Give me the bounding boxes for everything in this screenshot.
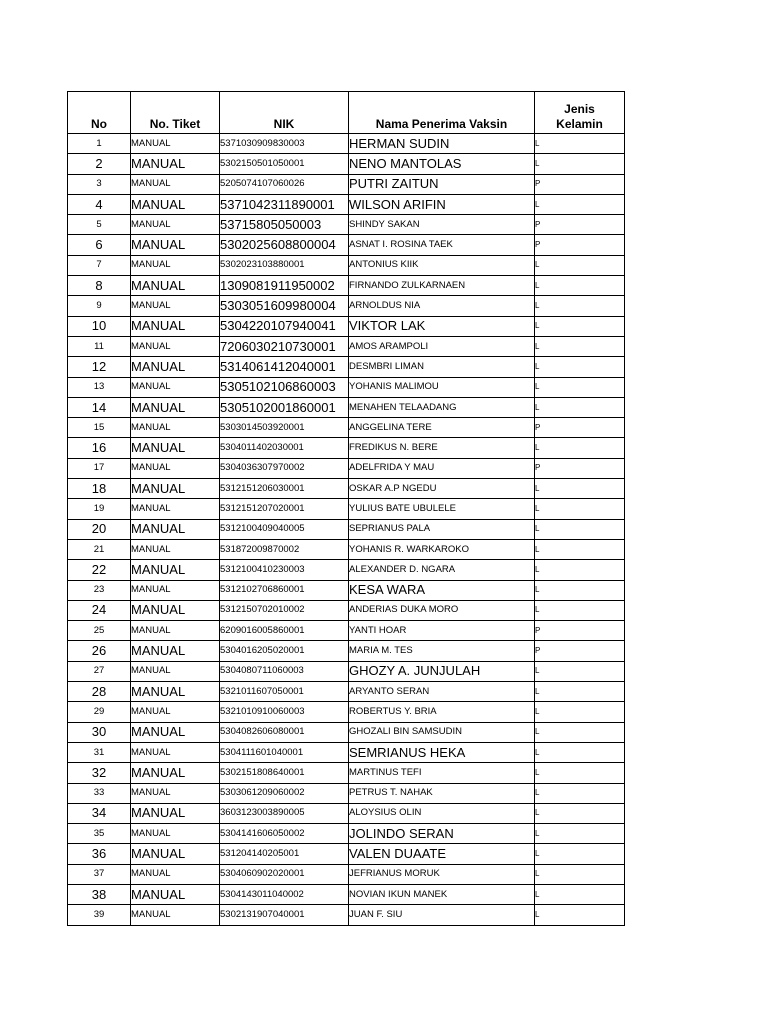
cell-tiket: MANUAL <box>131 641 220 661</box>
cell-jenis-kelamin: L <box>535 397 625 417</box>
cell-nik: 53715805050003 <box>220 215 349 235</box>
cell-jenis-kelamin: L <box>535 296 625 316</box>
cell-nik: 5305102001860001 <box>220 397 349 417</box>
cell-nik: 5302023103880001 <box>220 255 349 275</box>
cell-jenis-kelamin: L <box>535 661 625 681</box>
cell-tiket: MANUAL <box>131 134 220 154</box>
cell-no: 2 <box>68 154 131 174</box>
cell-nik: 5314061412040001 <box>220 357 349 377</box>
cell-nama: PETRUS T. NAHAK <box>349 783 535 803</box>
cell-nik: 5304143011040002 <box>220 884 349 904</box>
cell-tiket: MANUAL <box>131 722 220 742</box>
table-row <box>68 905 625 925</box>
recipient-table <box>67 91 625 926</box>
cell-no: 26 <box>68 641 131 661</box>
cell-no: 10 <box>68 316 131 336</box>
cell-nama: JUAN F. SIU <box>349 905 535 925</box>
cell-jenis-kelamin: L <box>535 763 625 783</box>
cell-jenis-kelamin: L <box>535 539 625 559</box>
cell-jenis-kelamin: L <box>535 194 625 214</box>
table-row <box>68 682 625 702</box>
cell-jenis-kelamin: P <box>535 215 625 235</box>
cell-nama: ROBERTUS Y. BRIA <box>349 702 535 722</box>
table-row <box>68 438 625 458</box>
cell-jenis-kelamin: L <box>535 276 625 296</box>
cell-no: 3 <box>68 174 131 194</box>
cell-tiket: MANUAL <box>131 621 220 641</box>
cell-jenis-kelamin: L <box>535 438 625 458</box>
cell-no: 22 <box>68 560 131 580</box>
cell-nama: AMOS ARAMPOLI <box>349 336 535 356</box>
cell-nik: 531204140205001 <box>220 844 349 864</box>
cell-jenis-kelamin: L <box>535 377 625 397</box>
header-no: No <box>68 92 131 134</box>
cell-tiket: MANUAL <box>131 336 220 356</box>
cell-nama: ADELFRIDA Y MAU <box>349 458 535 478</box>
cell-no: 1 <box>68 134 131 154</box>
table-row <box>68 519 625 539</box>
cell-nik: 5321011607050001 <box>220 682 349 702</box>
cell-no: 20 <box>68 519 131 539</box>
cell-nik: 5304080711060003 <box>220 661 349 681</box>
cell-no: 7 <box>68 255 131 275</box>
cell-nik: 5371030909830003 <box>220 134 349 154</box>
table-row <box>68 539 625 559</box>
table-row <box>68 580 625 600</box>
cell-jenis-kelamin: L <box>535 154 625 174</box>
cell-no: 28 <box>68 682 131 702</box>
table-row <box>68 377 625 397</box>
table-row <box>68 276 625 296</box>
table-row <box>68 661 625 681</box>
cell-no: 18 <box>68 479 131 499</box>
cell-nama: GHOZALI BIN SAMSUDIN <box>349 722 535 742</box>
cell-tiket: MANUAL <box>131 255 220 275</box>
header-nik: NIK <box>220 92 349 134</box>
cell-jenis-kelamin: L <box>535 682 625 702</box>
cell-tiket: MANUAL <box>131 803 220 823</box>
cell-no: 8 <box>68 276 131 296</box>
table-body <box>68 134 625 926</box>
cell-no: 4 <box>68 194 131 214</box>
cell-jenis-kelamin: L <box>535 783 625 803</box>
cell-tiket: MANUAL <box>131 884 220 904</box>
cell-jenis-kelamin: L <box>535 600 625 620</box>
cell-nik: 5303051609980004 <box>220 296 349 316</box>
cell-nik: 5302150501050001 <box>220 154 349 174</box>
cell-nama: ARNOLDUS NIA <box>349 296 535 316</box>
cell-nama: FREDIKUS N. BERE <box>349 438 535 458</box>
cell-tiket: MANUAL <box>131 682 220 702</box>
cell-jenis-kelamin: L <box>535 560 625 580</box>
cell-jenis-kelamin: L <box>535 519 625 539</box>
cell-jenis-kelamin: L <box>535 702 625 722</box>
cell-nik: 5371042311890001 <box>220 194 349 214</box>
table-row <box>68 641 625 661</box>
cell-nik: 3603123003890005 <box>220 803 349 823</box>
cell-tiket: MANUAL <box>131 377 220 397</box>
header-tiket: No. Tiket <box>131 92 220 134</box>
cell-jenis-kelamin: L <box>535 134 625 154</box>
cell-nama: MENAHEN TELAADANG <box>349 397 535 417</box>
table-row <box>68 479 625 499</box>
cell-no: 35 <box>68 824 131 844</box>
header-jenis-line1: Jenis <box>564 102 595 116</box>
header-row <box>68 92 625 134</box>
cell-jenis-kelamin: L <box>535 255 625 275</box>
cell-nama: PUTRI ZAITUN <box>349 174 535 194</box>
cell-jenis-kelamin: L <box>535 742 625 762</box>
cell-tiket: MANUAL <box>131 235 220 255</box>
cell-nama: SEPRIANUS PALA <box>349 519 535 539</box>
cell-nama: WILSON ARIFIN <box>349 194 535 214</box>
cell-tiket: MANUAL <box>131 194 220 214</box>
cell-no: 11 <box>68 336 131 356</box>
cell-nik: 5312151206030001 <box>220 479 349 499</box>
cell-no: 36 <box>68 844 131 864</box>
table-row <box>68 844 625 864</box>
cell-tiket: MANUAL <box>131 560 220 580</box>
cell-nama: KESA WARA <box>349 580 535 600</box>
cell-nama: FIRNANDO ZULKARNAEN <box>349 276 535 296</box>
header-nama: Nama Penerima Vaksin <box>349 92 535 134</box>
cell-nama: OSKAR A.P NGEDU <box>349 479 535 499</box>
cell-nama: VALEN DUAATE <box>349 844 535 864</box>
cell-no: 15 <box>68 418 131 438</box>
cell-nama: SEMRIANUS HEKA <box>349 742 535 762</box>
table-row <box>68 134 625 154</box>
cell-no: 9 <box>68 296 131 316</box>
table-row <box>68 154 625 174</box>
cell-no: 24 <box>68 600 131 620</box>
cell-no: 21 <box>68 539 131 559</box>
cell-no: 23 <box>68 580 131 600</box>
cell-tiket: MANUAL <box>131 215 220 235</box>
cell-nik: 5305102106860003 <box>220 377 349 397</box>
cell-nik: 5304082606080001 <box>220 722 349 742</box>
cell-nik: 5312151207020001 <box>220 499 349 519</box>
cell-nama: YANTI HOAR <box>349 621 535 641</box>
cell-no: 14 <box>68 397 131 417</box>
cell-nama: ARYANTO SERAN <box>349 682 535 702</box>
table-row <box>68 336 625 356</box>
cell-nik: 5312102706860001 <box>220 580 349 600</box>
cell-nama: NENO MANTOLAS <box>349 154 535 174</box>
cell-no: 29 <box>68 702 131 722</box>
cell-nama: VIKTOR LAK <box>349 316 535 336</box>
cell-nik: 5304011402030001 <box>220 438 349 458</box>
cell-nama: HERMAN SUDIN <box>349 134 535 154</box>
table-row <box>68 742 625 762</box>
cell-nik: 5205074107060026 <box>220 174 349 194</box>
cell-tiket: MANUAL <box>131 397 220 417</box>
cell-tiket: MANUAL <box>131 824 220 844</box>
cell-jenis-kelamin: L <box>535 824 625 844</box>
cell-nama: YOHANIS MALIMOU <box>349 377 535 397</box>
cell-nik: 5321010910060003 <box>220 702 349 722</box>
cell-no: 38 <box>68 884 131 904</box>
table-row <box>68 864 625 884</box>
cell-nik: 5304016205020001 <box>220 641 349 661</box>
cell-no: 6 <box>68 235 131 255</box>
cell-nama: JEFRIANUS MORUK <box>349 864 535 884</box>
cell-nama: MARTINUS TEFI <box>349 763 535 783</box>
cell-nama: NOVIAN IKUN MANEK <box>349 884 535 904</box>
cell-nik: 7206030210730001 <box>220 336 349 356</box>
cell-nama: MARIA M. TES <box>349 641 535 661</box>
cell-tiket: MANUAL <box>131 600 220 620</box>
cell-tiket: MANUAL <box>131 905 220 925</box>
cell-nik: 5304036307970002 <box>220 458 349 478</box>
cell-no: 13 <box>68 377 131 397</box>
table-row <box>68 499 625 519</box>
cell-nik: 5303014503920001 <box>220 418 349 438</box>
cell-jenis-kelamin: L <box>535 905 625 925</box>
cell-tiket: MANUAL <box>131 539 220 559</box>
cell-nik: 5304111601040001 <box>220 742 349 762</box>
cell-nik: 5302151808640001 <box>220 763 349 783</box>
table-row <box>68 783 625 803</box>
cell-tiket: MANUAL <box>131 844 220 864</box>
cell-jenis-kelamin: L <box>535 803 625 823</box>
cell-nama: ANDERIAS DUKA MORO <box>349 600 535 620</box>
cell-nik: 5304220107940041 <box>220 316 349 336</box>
cell-jenis-kelamin: P <box>535 418 625 438</box>
table-row <box>68 884 625 904</box>
table-row <box>68 418 625 438</box>
cell-nama: YOHANIS R. WARKAROKO <box>349 539 535 559</box>
cell-tiket: MANUAL <box>131 763 220 783</box>
cell-nik: 5302025608800004 <box>220 235 349 255</box>
table-row <box>68 235 625 255</box>
cell-jenis-kelamin: P <box>535 174 625 194</box>
cell-nama: DESMBRI LIMAN <box>349 357 535 377</box>
table-row <box>68 357 625 377</box>
cell-jenis-kelamin: L <box>535 499 625 519</box>
table-row <box>68 824 625 844</box>
cell-tiket: MANUAL <box>131 742 220 762</box>
cell-nama: ANTONIUS KIIK <box>349 255 535 275</box>
table-row <box>68 255 625 275</box>
cell-jenis-kelamin: L <box>535 722 625 742</box>
cell-tiket: MANUAL <box>131 580 220 600</box>
cell-tiket: MANUAL <box>131 458 220 478</box>
table-row <box>68 458 625 478</box>
cell-no: 31 <box>68 742 131 762</box>
cell-no: 32 <box>68 763 131 783</box>
cell-nik: 6209016005860001 <box>220 621 349 641</box>
cell-tiket: MANUAL <box>131 276 220 296</box>
cell-jenis-kelamin: L <box>535 580 625 600</box>
cell-nama: GHOZY A. JUNJULAH <box>349 661 535 681</box>
cell-no: 33 <box>68 783 131 803</box>
cell-tiket: MANUAL <box>131 296 220 316</box>
cell-tiket: MANUAL <box>131 661 220 681</box>
header-jenis-kelamin <box>535 92 625 134</box>
cell-nama: SHINDY SAKAN <box>349 215 535 235</box>
table-row <box>68 194 625 214</box>
header-jenis-line2: Kelamin <box>556 117 603 131</box>
cell-tiket: MANUAL <box>131 864 220 884</box>
cell-nama: JOLINDO SERAN <box>349 824 535 844</box>
table-row <box>68 722 625 742</box>
cell-no: 5 <box>68 215 131 235</box>
table-row <box>68 702 625 722</box>
cell-nik: 1309081911950002 <box>220 276 349 296</box>
cell-tiket: MANUAL <box>131 174 220 194</box>
table-row <box>68 803 625 823</box>
cell-no: 37 <box>68 864 131 884</box>
cell-no: 34 <box>68 803 131 823</box>
cell-tiket: MANUAL <box>131 519 220 539</box>
table-row <box>68 215 625 235</box>
table-row <box>68 763 625 783</box>
cell-tiket: MANUAL <box>131 702 220 722</box>
cell-jenis-kelamin: P <box>535 235 625 255</box>
table-row <box>68 560 625 580</box>
cell-jenis-kelamin: L <box>535 844 625 864</box>
cell-nama: ANGGELINA TERE <box>349 418 535 438</box>
cell-jenis-kelamin: L <box>535 884 625 904</box>
cell-tiket: MANUAL <box>131 499 220 519</box>
cell-nik: 5312100410230003 <box>220 560 349 580</box>
cell-tiket: MANUAL <box>131 316 220 336</box>
cell-no: 27 <box>68 661 131 681</box>
cell-nama: ALOYSIUS OLIN <box>349 803 535 823</box>
cell-no: 39 <box>68 905 131 925</box>
table-row <box>68 600 625 620</box>
cell-nama: ASNAT I. ROSINA TAEK <box>349 235 535 255</box>
cell-tiket: MANUAL <box>131 479 220 499</box>
cell-nama: ALEXANDER D. NGARA <box>349 560 535 580</box>
cell-nik: 5312150702010002 <box>220 600 349 620</box>
table-row <box>68 621 625 641</box>
table-row <box>68 174 625 194</box>
cell-nik: 5303061209060002 <box>220 783 349 803</box>
cell-tiket: MANUAL <box>131 154 220 174</box>
cell-no: 17 <box>68 458 131 478</box>
cell-tiket: MANUAL <box>131 357 220 377</box>
cell-jenis-kelamin: L <box>535 479 625 499</box>
cell-nik: 5312100409040005 <box>220 519 349 539</box>
cell-jenis-kelamin: L <box>535 357 625 377</box>
cell-nama: YULIUS BATE UBULELE <box>349 499 535 519</box>
cell-nik: 5302131907040001 <box>220 905 349 925</box>
cell-nik: 531872009870002 <box>220 539 349 559</box>
cell-no: 12 <box>68 357 131 377</box>
cell-no: 19 <box>68 499 131 519</box>
cell-no: 25 <box>68 621 131 641</box>
cell-jenis-kelamin: L <box>535 336 625 356</box>
table-row <box>68 397 625 417</box>
table-row <box>68 316 625 336</box>
cell-nik: 5304141606050002 <box>220 824 349 844</box>
cell-tiket: MANUAL <box>131 783 220 803</box>
cell-jenis-kelamin: P <box>535 641 625 661</box>
cell-jenis-kelamin: L <box>535 864 625 884</box>
cell-no: 30 <box>68 722 131 742</box>
cell-nik: 5304060902020001 <box>220 864 349 884</box>
table-row <box>68 296 625 316</box>
cell-tiket: MANUAL <box>131 418 220 438</box>
cell-no: 16 <box>68 438 131 458</box>
cell-tiket: MANUAL <box>131 438 220 458</box>
cell-jenis-kelamin: P <box>535 621 625 641</box>
cell-jenis-kelamin: P <box>535 458 625 478</box>
cell-jenis-kelamin: L <box>535 316 625 336</box>
